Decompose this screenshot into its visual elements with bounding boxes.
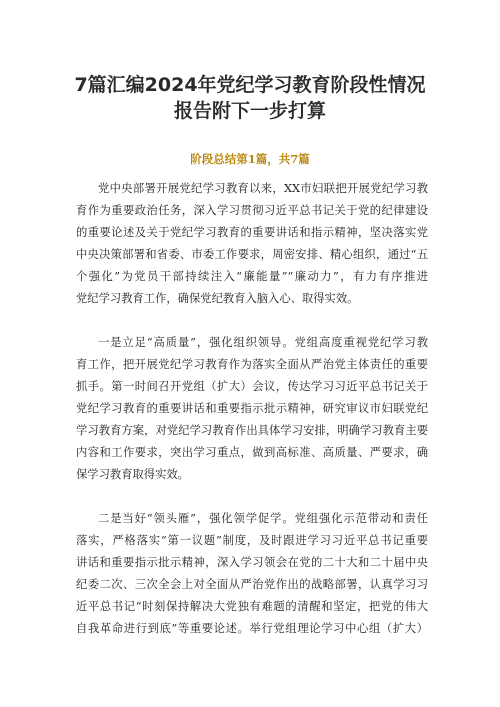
paragraph-intro: [76, 178, 428, 310]
paragraph-line: 自我革命进行到底”等重要论述。举行党组理论学习中心组（扩大）: [76, 622, 428, 635]
paragraph-line: 内容和工作要求，突出学习重点，做到高标准、高质量、严要求，确: [76, 446, 428, 459]
paragraph-line: 保学习教育取得实效。: [76, 468, 189, 481]
paragraph-line: 一是立足“高质量”，强化组织领导。党组高度重视党纪学习教: [98, 336, 428, 349]
paragraph-line: 近平总书记“时刻保持解决大党独有难题的清醒和坚定，把党的伟大: [76, 600, 428, 613]
document-title-line-2: 报告附下一步打算: [173, 100, 326, 122]
paragraph-line: 育工作，把开展党纪学习教育作为落实全面从严治党主体责任的重要: [76, 358, 428, 371]
paragraph-line: 二是当好“领头雁”，强化领学促学。党组强化示范带动和责任: [98, 512, 428, 525]
paragraph-line: 学习教育方案，对党纪学习教育作出具体学习安排，明确学习教育主要: [76, 424, 428, 437]
document-title-line-1: 7篇汇编2024年党纪学习教育阶段性情况: [74, 74, 426, 96]
paragraph-line: 个强化”为党员干部持续注入“廉能量”“廉动力”，有力有序推进: [76, 270, 428, 283]
paragraph-point-one: [76, 332, 428, 486]
paragraph-line: 抓手。第一时间召开党组（扩大）会议，传达学习习近平总书记关于: [76, 380, 428, 393]
paragraph-line: 育作为重要政治任务，深入学习贯彻习近平总书记关于党的纪律建设: [76, 204, 428, 217]
paragraph-line: 党纪学习教育工作，确保党纪教育入脑入心、取得实效。: [76, 292, 359, 305]
paragraph-line: 中央决策部署和省委、市委工作要求，周密安排、精心组织，通过“五: [76, 248, 428, 261]
paragraph-line: 党纪学习教育的重要讲话和重要指示批示精神，研究审议市妇联党纪: [76, 402, 428, 415]
section-heading: 阶段总结第1篇，共7篇: [190, 152, 310, 166]
paragraph-point-two: [76, 508, 428, 640]
paragraph-line: 落实，严格落实“第一议题”制度，及时跟进学习习近平总书记重要: [76, 534, 428, 547]
paragraph-line: 党中央部署开展党纪学习教育以来，XX市妇联把开展党纪学习教: [98, 182, 428, 195]
paragraph-line: 纪委二次、三次全会上对全面从严治党作出的战略部署，认真学习习: [76, 578, 428, 591]
paragraph-line: 讲话和重要指示批示精神，深入学习领会在党的二十大和二十届中央: [76, 556, 428, 569]
paragraph-line: 的重要论述及关于党纪学习教育的重要讲话和指示精神，坚决落实党: [76, 226, 428, 239]
